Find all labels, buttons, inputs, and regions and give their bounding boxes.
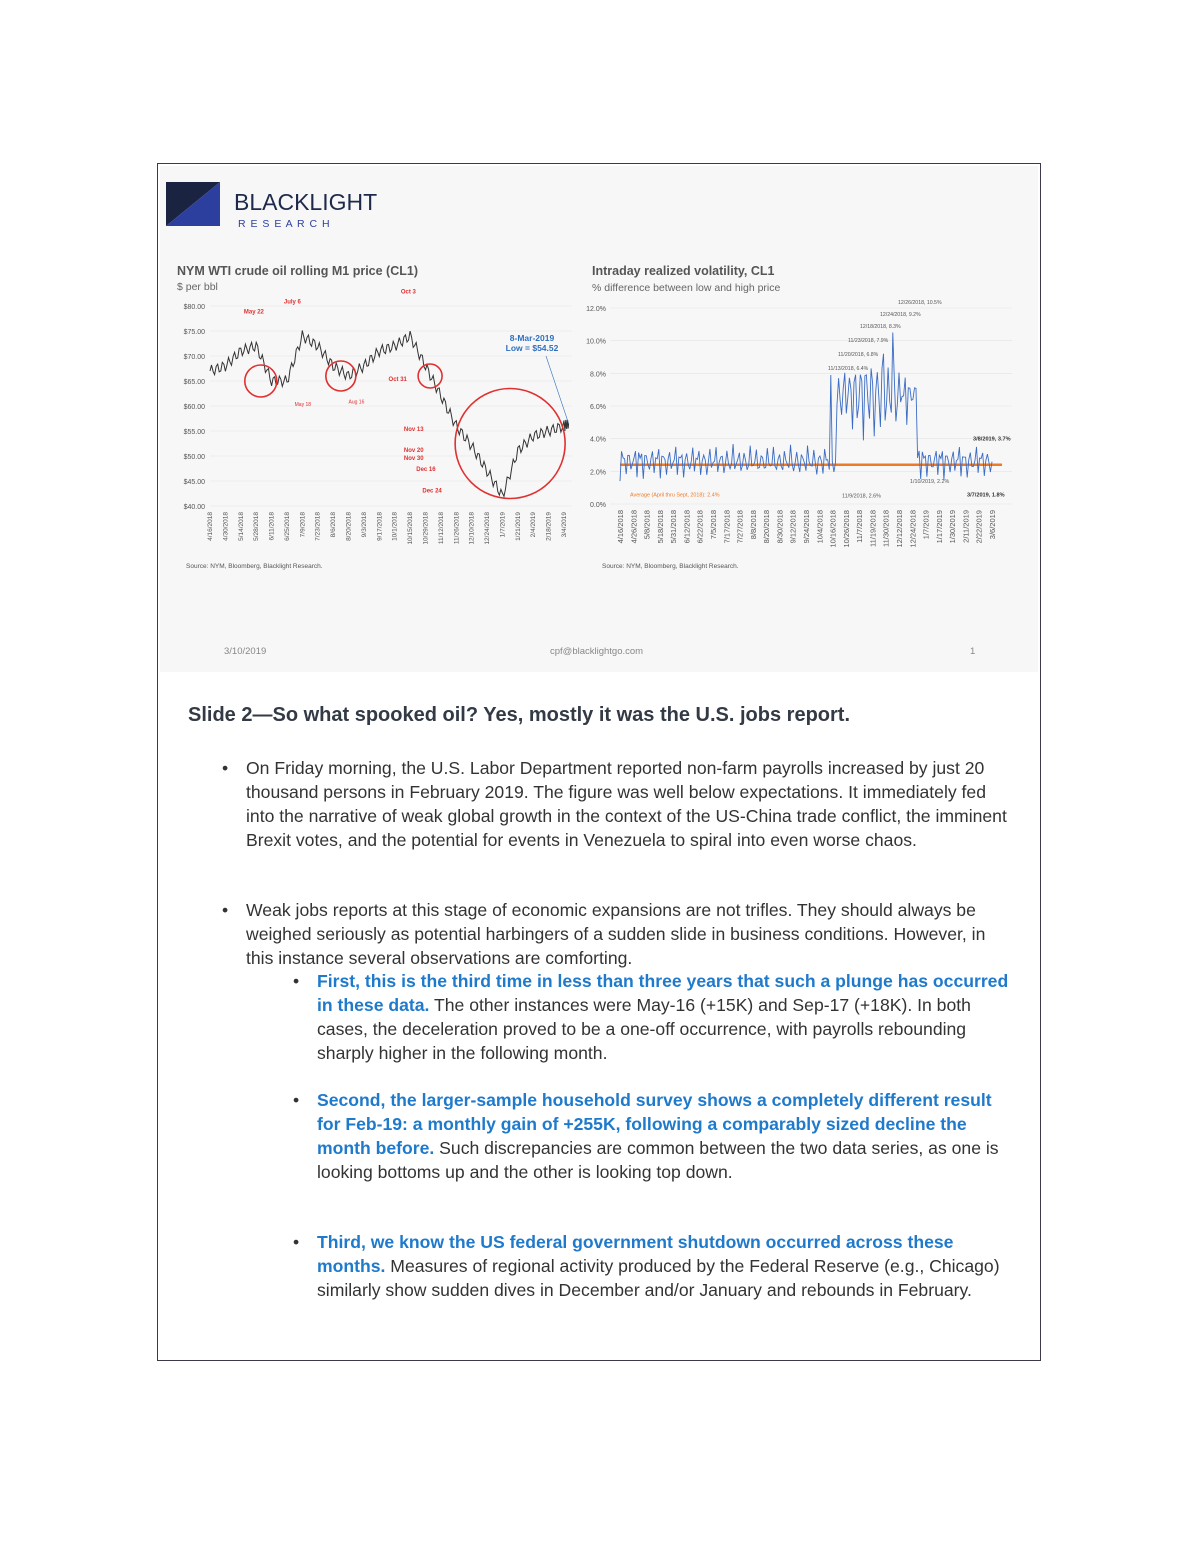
oil-x-tick: 2/18/2019 <box>545 512 553 541</box>
vol-x-tick: 1/30/2019 <box>948 510 958 544</box>
oil-annotation: Nov 30 <box>403 456 424 462</box>
oil-y-tick: $75.00 <box>183 329 205 336</box>
vol-x-tick: 7/17/2018 <box>722 510 732 544</box>
oil-highlight-circle <box>455 389 565 499</box>
vol-annotation: 3/8/2019, 3.7% <box>973 436 1011 443</box>
vol-chart-title: Intraday realized volatility, CL1 <box>592 264 775 278</box>
oil-chart-title: NYM WTI crude oil rolling M1 price (CL1) <box>177 264 418 278</box>
oil-x-tick: 5/28/2018 <box>253 512 261 541</box>
vol-average-label: Average (April thru Sept, 2018): 2.4% <box>630 492 720 499</box>
oil-x-tick: 1/21/2019 <box>514 512 522 541</box>
sub-bullet-second <box>293 1088 1012 1184</box>
oil-price-line <box>210 331 569 497</box>
oil-annotation: Dec 24 <box>422 488 442 495</box>
vol-x-tick: 7/5/2018 <box>709 510 718 540</box>
vol-y-tick: 4.0% <box>590 436 606 444</box>
vol-x-tick: 2/22/2019 <box>974 510 984 544</box>
blacklight-logo <box>166 182 396 232</box>
oil-x-tick: 4/30/2018 <box>222 512 230 541</box>
footer-email: cpf@blacklightgo.com <box>550 646 644 657</box>
vol-x-tick: 8/8/2018 <box>748 510 758 540</box>
vol-x-tick: 12/12/2018 <box>895 510 904 548</box>
vol-annotation: 1/10/2019, 2.2% <box>910 478 950 485</box>
vol-annotation: 11/9/2018, 2.6% <box>842 493 881 500</box>
logo-main: BLACKLIGHT <box>234 189 378 215</box>
vol-line <box>620 333 992 482</box>
bullet-dot: • <box>222 758 229 778</box>
vol-x-tick: 6/22/2018 <box>695 510 705 544</box>
oil-x-tick: 8/20/2018 <box>345 512 353 541</box>
vol-x-tick: 9/24/2018 <box>802 510 811 544</box>
slide-image <box>160 166 1038 672</box>
oil-x-tick: 6/11/2018 <box>268 512 276 541</box>
oil-y-tick: $50.00 <box>183 454 205 461</box>
volatility-chart <box>580 296 1020 571</box>
vol-x-tick: 12/24/2018 <box>908 510 918 548</box>
vol-x-tick: 1/7/2019 <box>921 510 931 540</box>
sub-bullet-second-bold: Second, the larger-sample household survey shows a completely different result for Feb-19: a monthly gain of +255K, following a comparably sized decline the month before. <box>317 1090 992 1158</box>
sub-bullet-third <box>293 1230 1012 1302</box>
sub-bullet-first-bold: First, this is the third time in less than three years that such a plunge has occurred in these data. <box>317 971 1009 1015</box>
bullet-payrolls <box>222 756 1016 852</box>
vol-x-tick: 3/6/2019 <box>988 510 997 540</box>
vol-x-tick: 11/30/2018 <box>881 510 891 547</box>
vol-x-tick: 6/12/2018 <box>682 510 692 544</box>
vol-annotation: 12/26/2018, 10.5% <box>898 300 942 306</box>
oil-x-tick: 7/9/2018 <box>299 512 307 538</box>
bullet-payrolls-text: On Friday morning, the U.S. Labor Department reported non-farm payrolls increased by just 20 thousand persons in February 2019. The figure was well below expectations. It immediately fed into the narrative of weak global growth in the context of the US-China trade conflict, the imminent Brexit votes, and the potential for events in Venezuela to spiral into even worse chaos. <box>246 758 1007 850</box>
oil-x-tick: 11/26/2018 <box>453 512 461 545</box>
oil-x-tick: 11/12/2018 <box>437 512 445 545</box>
vol-y-tick: 0.0% <box>590 502 606 509</box>
vol-annotation: 12/24/2018, 9.2% <box>880 312 921 318</box>
sub-bullet-third-rest: Measures of regional activity produced by the Federal Reserve (e.g., Chicago) similarly show sudden dives in December and/or January and rebounds in February. <box>317 1256 1000 1300</box>
vol-x-tick: 10/26/2018 <box>841 510 851 548</box>
bullet-dot: • <box>293 1090 300 1110</box>
sub-bullet-third-bold: Third, we know the US federal government shutdown occurred across these months. <box>317 1232 954 1276</box>
vol-annotation: 11/20/2018, 6.8% <box>838 352 879 358</box>
oil-annotation: Dec 16 <box>416 467 436 473</box>
oil-x-tick: 7/23/2018 <box>314 512 322 541</box>
oil-annotation-small: Aug 16 <box>348 399 365 406</box>
vol-x-tick: 10/4/2018 <box>815 510 825 544</box>
vol-x-tick: 4/26/2018 <box>629 510 639 544</box>
oil-annotation: July 6 <box>283 299 301 306</box>
vol-y-tick: 2.0% <box>590 469 606 477</box>
vol-x-tick: 4/16/2018 <box>616 510 625 544</box>
vol-x-tick: 7/27/2018 <box>735 510 745 544</box>
oil-highlight-circle <box>326 361 356 391</box>
oil-x-tick: 9/17/2018 <box>376 512 384 541</box>
oil-chart-unit: $ per bbl <box>177 281 218 293</box>
vol-chart-source: Source: NYM, Bloomberg, Blacklight Research. <box>602 563 739 570</box>
oil-x-tick: 10/1/2018 <box>391 512 399 541</box>
vol-chart-unit: % difference between low and high price <box>592 282 781 294</box>
oil-x-tick: 6/25/2018 <box>283 512 291 541</box>
vol-annotation: 3/7/2019, 1.8% <box>967 492 1005 499</box>
footer-date: 3/10/2019 <box>224 646 267 657</box>
oil-annotation-small: May 18 <box>294 402 312 408</box>
oil-y-tick: $80.00 <box>183 304 205 311</box>
oil-x-tick: 10/15/2018 <box>407 512 415 545</box>
vol-x-tick: 9/12/2018 <box>788 510 798 544</box>
oil-y-tick: $60.00 <box>183 404 205 411</box>
vol-y-tick: 12.0% <box>586 306 606 313</box>
logo-sub: R E S E A R C H <box>238 218 331 230</box>
oil-x-tick: 8/6/2018 <box>330 512 338 538</box>
sub-bullet-first <box>293 969 1012 1065</box>
oil-chart-source: Source: NYM, Bloomberg, Blacklight Research. <box>186 563 323 570</box>
oil-price-chart <box>160 289 580 571</box>
vol-x-tick: 1/17/2019 <box>934 510 944 544</box>
vol-x-tick: 5/18/2018 <box>655 510 665 544</box>
oil-y-tick: $70.00 <box>183 354 205 361</box>
oil-y-tick: $45.00 <box>183 479 205 486</box>
oil-callout-leader <box>546 356 569 424</box>
section-heading: Slide 2—So what spooked oil? Yes, mostly it was the U.S. jobs report. <box>188 704 851 726</box>
vol-x-tick: 8/30/2018 <box>775 510 785 544</box>
bullet-dot: • <box>293 1232 300 1252</box>
bullet-dot: • <box>222 900 229 920</box>
vol-x-tick: 10/16/2018 <box>828 510 838 548</box>
vol-annotation: 12/18/2018, 8.3% <box>860 324 901 330</box>
vol-x-tick: 8/20/2018 <box>762 510 772 544</box>
oil-x-tick: 3/4/2019 <box>561 512 568 538</box>
oil-x-tick: 2/4/2019 <box>530 512 538 538</box>
oil-x-tick: 5/14/2018 <box>237 512 245 541</box>
sub-bullet-second-rest: Such discrepancies are common between the two data series, as one is looking bottoms up and the other is looking top down. <box>317 1138 999 1182</box>
bullet-dot: • <box>293 971 300 991</box>
oil-x-tick: 9/3/2018 <box>360 512 368 538</box>
oil-callout-value: Low = $54.52 <box>505 343 559 353</box>
vol-x-tick: 11/19/2018 <box>868 510 878 547</box>
vol-annotation: 11/13/2018, 6.4% <box>828 366 869 372</box>
bullet-weak-jobs-text: Weak jobs reports at this stage of economic expansions are not trifles. They should always be weighed seriously as potential harbingers of a sudden slide in business conditions. However, in this instance several observations are comforting. <box>246 900 986 968</box>
vol-x-tick: 11/7/2018 <box>855 510 865 543</box>
oil-annotation: May 22 <box>243 309 264 316</box>
oil-x-tick: 12/24/2018 <box>484 512 492 545</box>
oil-annotation: Oct 3 <box>400 289 416 296</box>
vol-y-tick: 8.0% <box>590 371 606 379</box>
oil-x-tick: 4/16/2018 <box>207 512 214 541</box>
oil-callout-date: 8-Mar-2019 <box>509 333 555 343</box>
oil-x-tick: 12/10/2018 <box>468 512 476 545</box>
oil-y-tick: $65.00 <box>183 379 205 386</box>
oil-y-tick: $55.00 <box>183 429 205 436</box>
footer-page: 1 <box>970 646 976 657</box>
bullet-weak-jobs <box>222 898 1016 970</box>
oil-annotation: Nov 13 <box>403 427 424 433</box>
vol-y-tick: 10.0% <box>586 338 606 346</box>
oil-annotation: Oct 31 <box>388 377 407 383</box>
oil-annotation: Nov 20 <box>403 448 424 454</box>
oil-y-tick: $40.00 <box>183 504 205 511</box>
vol-x-tick: 2/11/2019 <box>961 510 971 543</box>
oil-x-tick: 10/29/2018 <box>422 512 430 545</box>
vol-y-tick: 6.0% <box>590 404 606 411</box>
sub-bullet-first-rest: The other instances were May-16 (+15K) and Sep-17 (+18K). In both cases, the deceleration proved to be a one-off occurrence, with payrolls rebounding sharply higher in the following month. <box>317 995 971 1063</box>
vol-annotation: 11/23/2018, 7.9% <box>848 338 889 344</box>
oil-highlight-circle <box>418 364 442 388</box>
vol-x-tick: 5/8/2018 <box>642 510 652 540</box>
oil-x-tick: 1/7/2019 <box>499 512 507 538</box>
vol-x-tick: 5/31/2018 <box>669 510 679 544</box>
